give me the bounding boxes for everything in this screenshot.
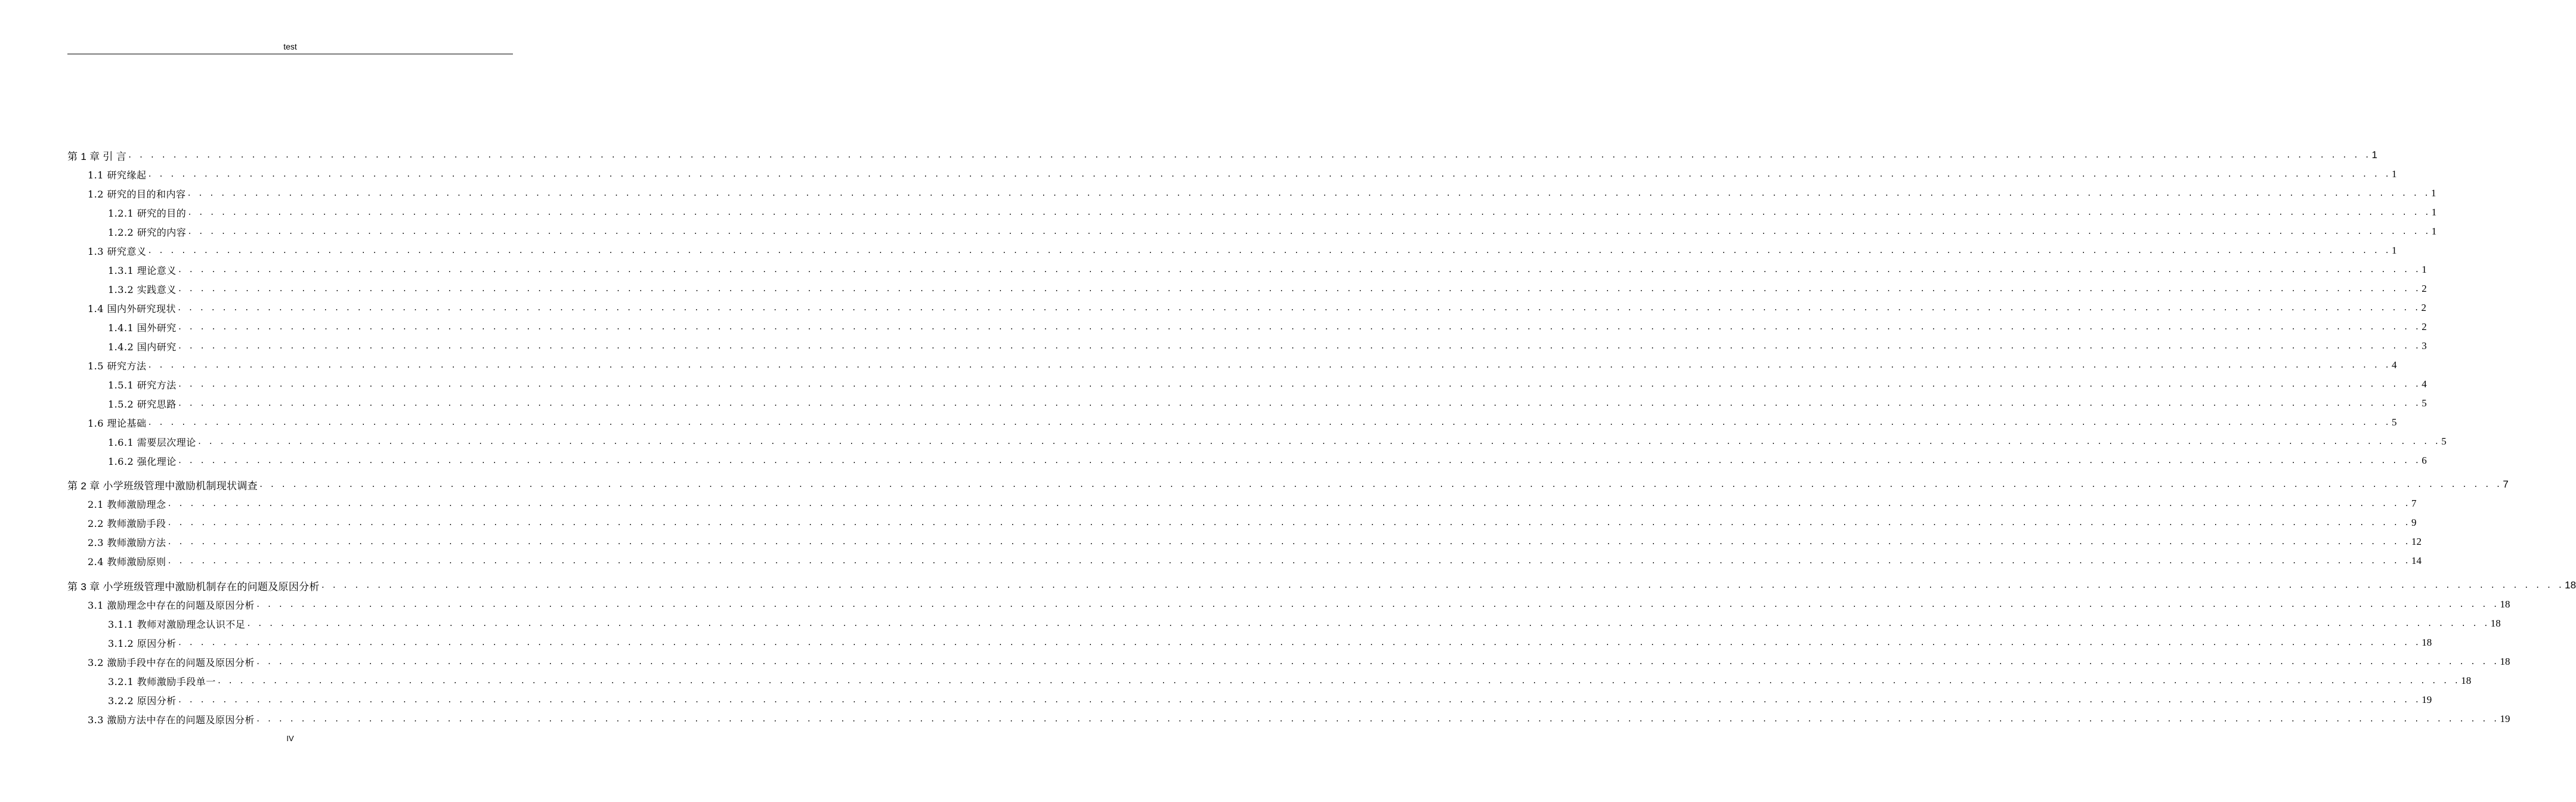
page-number: IV	[286, 734, 294, 743]
toc-entry[interactable]	[88, 513, 2417, 532]
toc-entry-title: 2.3 教师激励方法	[88, 536, 166, 548]
toc-entry-page: 19	[2500, 713, 2510, 724]
toc-entry[interactable]	[108, 394, 2427, 413]
toc-entry[interactable]	[88, 494, 2417, 513]
toc-entry-title: 3.1 激励理念中存在的问题及原因分析	[88, 599, 255, 611]
toc-entry-title: 2.1 教师激励理念	[88, 498, 166, 510]
toc-entry-page: 1	[2430, 187, 2436, 199]
toc-dot-leader: . . . . . . . . . . . . . . . . . . . . . . . . . . . . . . . . . . . . . . . . . . . . . . . . . . . . . . . . . . . . . . . . . . . . . . . . . . . . . . . . . . . . . . . . . . . . . . . . . . . . . . . . . . . . . . . . . . . . . . . . . . . . . . . . . . . . . . . . . . . . . . . . . . . . . . . . . . . . . . . . . . . . . . . . . . . . . . . . . . . . . . . . . . . . . . . . . . . . . . . .	[256, 658, 2499, 666]
toc-entry-title: 1.1 研究缘起	[88, 169, 147, 181]
toc-chapter-entry[interactable]	[67, 475, 2509, 494]
toc-entry[interactable]	[108, 260, 2427, 279]
toc-dot-leader: . . . . . . . . . . . . . . . . . . . . . . . . . . . . . . . . . . . . . . . . . . . . . . . . . . . . . . . . . . . . . . . . . . . . . . . . . . . . . . . . . . . . . . . . . . . . . . . . . . . . . . . . . . . . . . . . . . . . . . . . . . . . . . . . . . . . . . . . . . . . . . . . . . . . . . . . . . . . . . . . . . . . . . . . . . . . . . . . . . . . . . . . . . . . . . . . . . . . . . . .	[256, 715, 2499, 723]
toc-entry-title: 第 3 章 小学班级管理中激励机制存在的问题及原因分析	[67, 581, 320, 593]
toc-entry[interactable]	[88, 652, 2510, 671]
toc-entry[interactable]	[88, 241, 2397, 260]
toc-entry-page: 18	[2422, 637, 2432, 648]
toc-entry-title: 1.2 研究的目的和内容	[88, 188, 186, 200]
toc-dot-leader: . . . . . . . . . . . . . . . . . . . . . . . . . . . . . . . . . . . . . . . . . . . . . . . . . . . . . . . . . . . . . . . . . . . . . . . . . . . . . . . . . . . . . . . . . . . . . . . . . . . . . . . . . . . . . . . . . . . . . . . . . . . . . . . . . . . . . . . . . . . . . . . . . . . . . . . . . . . . . . . . . . . . . . . . . . . . . . . . . . . . . . . . . . . . . . . . . . . . . . . .	[177, 323, 2421, 331]
toc-entry-title: 2.2 教师激励手段	[88, 517, 166, 529]
toc-dot-leader: . . . . . . . . . . . . . . . . . . . . . . . . . . . . . . . . . . . . . . . . . . . . . . . . . . . . . . . . . . . . . . . . . . . . . . . . . . . . . . . . . . . . . . . . . . . . . . . . . . . . . . . . . . . . . . . . . . . . . . . . . . . . . . . . . . . . . . . . . . . . . . . . . . . . . . . . . . . . . . . . . . . . . . . . . . . . . . . . . . . . . . . . . . . . . . . . . . . . . . . .	[177, 696, 2421, 704]
toc-entry-title: 1.5.2 研究思路	[108, 398, 177, 410]
toc-entry[interactable]	[108, 222, 2437, 241]
toc-entry-page: 1	[2431, 206, 2437, 218]
toc-entry[interactable]	[88, 710, 2510, 729]
toc-entry-page: 14	[2411, 555, 2422, 566]
toc-entry-page: 1	[2422, 264, 2427, 275]
toc-entry-page: 7	[2411, 498, 2417, 509]
toc-entry-title: 1.2.1 研究的目的	[108, 207, 187, 219]
toc-entry-title: 1.4.2 国内研究	[108, 341, 177, 353]
toc-dot-leader: . . . . . . . . . . . . . . . . . . . . . . . . . . . . . . . . . . . . . . . . . . . . . . . . . . . . . . . . . . . . . . . . . . . . . . . . . . . . . . . . . . . . . . . . . . . . . . . . . . . . . . . . . . . . . . . . . . . . . . . . . . . . . . . . . . . . . . . . . . . . . . . . . . . . . . . . . . . . . . . . . . . . . . . . . . . . . . . . . . . . . . . . . . . . . . . . . . . . . . . .	[147, 170, 2391, 178]
toc-entry-page: 2	[2421, 302, 2426, 313]
toc-dot-leader: . . . . . . . . . . . . . . . . . . . . . . . . . . . . . . . . . . . . . . . . . . . . . . . . . . . . . . . . . . . . . . . . . . . . . . . . . . . . . . . . . . . . . . . . . . . . . . . . . . . . . . . . . . . . . . . . . . . . . . . . . . . . . . . . . . . . . . . . . . . . . . . . . . . . . . . . . . . . . . . . . . . . . . . . . . . . . . . . . . . . . . . . . . . . . . . . . . . . . . . .	[187, 208, 2430, 217]
toc-entry[interactable]	[108, 317, 2427, 337]
toc-entry-title: 1.2.2 研究的内容	[108, 226, 187, 238]
toc-dot-leader: . . . . . . . . . . . . . . . . . . . . . . . . . . . . . . . . . . . . . . . . . . . . . . . . . . . . . . . . . . . . . . . . . . . . . . . . . . . . . . . . . . . . . . . . . . . . . . . . . . . . . . . . . . . . . . . . . . . . . . . . . . . . . . . . . . . . . . . . . . . . . . . . . . . . . . . . . . . . . . . . . . . . . . . . . . . . . . . . . . . . . . . . . . . . . . . . . . . . . . . .	[147, 246, 2391, 255]
toc-dot-leader: . . . . . . . . . . . . . . . . . . . . . . . . . . . . . . . . . . . . . . . . . . . . . . . . . . . . . . . . . . . . . . . . . . . . . . . . . . . . . . . . . . . . . . . . . . . . . . . . . . . . . . . . . . . . . . . . . . . . . . . . . . . . . . . . . . . . . . . . . . . . . . . . . . . . . . . . . . . . . . . . . . . . . . . . . . . . . . . . . . . . . . . . . . . . . . . . . . . . . . . .	[177, 399, 2421, 408]
toc-entry-page: 12	[2411, 536, 2422, 547]
toc-dot-leader: . . . . . . . . . . . . . . . . . . . . . . . . . . . . . . . . . . . . . . . . . . . . . . . . . . . . . . . . . . . . . . . . . . . . . . . . . . . . . . . . . . . . . . . . . . . . . . . . . . . . . . . . . . . . . . . . . . . . . . . . . . . . . . . . . . . . . . . . . . . . . . . . . . . . . . . . . . . . . . . . . . . . . . . . . . . . . . . . . . . . . . . . . . . . . . . . . . . . . . . .	[147, 361, 2391, 369]
toc-dot-leader: . . . . . . . . . . . . . . . . . . . . . . . . . . . . . . . . . . . . . . . . . . . . . . . . . . . . . . . . . . . . . . . . . . . . . . . . . . . . . . . . . . . . . . . . . . . . . . . . . . . . . . . . . . . . . . . . . . . . . . . . . . . . . . . . . . . . . . . . . . . . . . . . . . . . . . . . . . . . . . . . . . . . . . . . . . . . . . . . . . . . . . . . . . . . . . . . . . . . . . . .	[256, 600, 2499, 609]
toc-entry-page: 5	[2391, 417, 2397, 428]
toc-entry[interactable]	[108, 690, 2432, 710]
toc-dot-leader: . . . . . . . . . . . . . . . . . . . . . . . . . . . . . . . . . . . . . . . . . . . . . . . . . . . . . . . . . . . . . . . . . . . . . . . . . . . . . . . . . . . . . . . . . . . . . . . . . . . . . . . . . . . . . . . . . . . . . . . . . . . . . . . . . . . . . . . . . . . . . . . . . . . . . . . . . . . . . . . . . . . . . . . . . . . . . . . . . . . . . . . . . . . . . . . . . . . . . . . .	[167, 557, 2410, 565]
page-header: test	[283, 42, 297, 51]
toc-entry-title: 2.4 教师激励原则	[88, 556, 166, 567]
toc-entry-title: 1.3 研究意义	[88, 245, 147, 257]
toc-entry-title: 第 2 章 小学班级管理中激励机制现状调查	[67, 480, 258, 492]
toc-entry[interactable]	[108, 432, 2447, 451]
toc-dot-leader: . . . . . . . . . . . . . . . . . . . . . . . . . . . . . . . . . . . . . . . . . . . . . . . . . . . . . . . . . . . . . . . . . . . . . . . . . . . . . . . . . . . . . . . . . . . . . . . . . . . . . . . . . . . . . . . . . . . . . . . . . . . . . . . . . . . . . . . . . . . . . . . . . . . . . . . . . . . . . . . . . . . . . . . . . . . . . . . . . . . . . . . . . . . . . . . . . . . . . . . .	[177, 304, 2420, 312]
toc-dot-leader: . . . . . . . . . . . . . . . . . . . . . . . . . . . . . . . . . . . . . . . . . . . . . . . . . . . . . . . . . . . . . . . . . . . . . . . . . . . . . . . . . . . . . . . . . . . . . . . . . . . . . . . . . . . . . . . . . . . . . . . . . . . . . . . . . . . . . . . . . . . . . . . . . . . . . . . . . . . . . . . . . . . . . . . . . . . . . . . . . . . . . . . . . . . . . . . . . . . . . . . .	[187, 227, 2430, 236]
toc-dot-leader: . . . . . . . . . . . . . . . . . . . . . . . . . . . . . . . . . . . . . . . . . . . . . . . . . . . . . . . . . . . . . . . . . . . . . . . . . . . . . . . . . . . . . . . . . . . . . . . . . . . . . . . . . . . . . . . . . . . . . . . . . . . . . . . . . . . . . . . . . . . . . . . . . . . . . . . . . . . . . . . . . . . . . . . . . . . . . . . . . . . . . . . . . . . . . . . . . . . . . . . .	[177, 380, 2421, 388]
toc-entry-page: 2	[2422, 283, 2427, 294]
toc-entry[interactable]	[88, 532, 2422, 551]
toc-entry-page: 18	[2565, 579, 2576, 591]
toc-entry-page: 18	[2461, 675, 2472, 686]
toc-entry-title: 1.6.1 需要层次理论	[108, 436, 196, 448]
toc-chapter-entry[interactable]	[67, 576, 2576, 595]
toc-entry-page: 9	[2411, 517, 2417, 528]
toc-dot-leader: . . . . . . . . . . . . . . . . . . . . . . . . . . . . . . . . . . . . . . . . . . . . . . . . . . . . . . . . . . . . . . . . . . . . . . . . . . . . . . . . . . . . . . . . . . . . . . . . . . . . . . . . . . . . . . . . . . . . . . . . . . . . . . . . . . . . . . . . . . . . . . . . . . . . . . . . . . . . . . . . . . . . . . . . . . . . . . . . . . . . . . . . . . . . . . . . . . . . . . . .	[246, 619, 2490, 628]
toc-entry-title: 3.2 激励手段中存在的问题及原因分析	[88, 656, 255, 668]
toc-dot-leader: . . . . . . . . . . . . . . . . . . . . . . . . . . . . . . . . . . . . . . . . . . . . . . . . . . . . . . . . . . . . . . . . . . . . . . . . . . . . . . . . . . . . . . . . . . . . . . . . . . . . . . . . . . . . . . . . . . . . . . . . . . . . . . . . . . . . . . . . . . . . . . . . . . . . . . . . . . . . . . . . . . . . . . . . . . . . . . . . . . . . . . . . . . . . . . . . . . . . . . . .	[187, 189, 2430, 198]
toc-entry-title: 3.3 激励方法中存在的问题及原因分析	[88, 714, 255, 726]
toc-entry-page: 2	[2422, 321, 2427, 332]
toc-entry[interactable]	[88, 356, 2397, 375]
toc-entry-title: 1.5 研究方法	[88, 360, 147, 372]
toc-entry-title: 3.1.2 原因分析	[108, 637, 177, 649]
toc-dot-leader: . . . . . . . . . . . . . . . . . . . . . . . . . . . . . . . . . . . . . . . . . . . . . . . . . . . . . . . . . . . . . . . . . . . . . . . . . . . . . . . . . . . . . . . . . . . . . . . . . . . . . . . . . . . . . . . . . . . . . . . . . . . . . . . . . . . . . . . . . . . . . . . . . . . . . . . . . . . . . . . . . . . . . . . . . . . . . . . . . . . . . . . . . . . . . . . . . . . . . . . .	[177, 266, 2421, 274]
toc-entry-title: 3.2.2 原因分析	[108, 695, 177, 707]
toc-dot-leader: . . . . . . . . . . . . . . . . . . . . . . . . . . . . . . . . . . . . . . . . . . . . . . . . . . . . . . . . . . . . . . . . . . . . . . . . . . . . . . . . . . . . . . . . . . . . . . . . . . . . . . . . . . . . . . . . . . . . . . . . . . . . . . . . . . . . . . . . . . . . . . . . . . . . . . . . . . . . . . . . . . . . . . . . . . . . . . . . . . . . . . . . . . . . . . . . . . . . . . . .	[197, 437, 2441, 446]
toc-dot-leader: . . . . . . . . . . . . . . . . . . . . . . . . . . . . . . . . . . . . . . . . . . . . . . . . . . . . . . . . . . . . . . . . . . . . . . . . . . . . . . . . . . . . . . . . . . . . . . . . . . . . . . . . . . . . . . . . . . . . . . . . . . . . . . . . . . . . . . . . . . . . . . . . . . . . . . . . . . . . . . . . . . . . . . . . . . . . . . . . . . . . . . . . . . . . . . . . . . . . . . . .	[147, 418, 2391, 427]
toc-entry-page: 1	[2391, 168, 2397, 180]
toc-entry-title: 1.4 国内外研究现状	[88, 303, 177, 314]
toc-dot-leader: . . . . . . . . . . . . . . . . . . . . . . . . . . . . . . . . . . . . . . . . . . . . . . . . . . . . . . . . . . . . . . . . . . . . . . . . . . . . . . . . . . . . . . . . . . . . . . . . . . . . . . . . . . . . . . . . . . . . . . . . . . . . . . . . . . . . . . . . . . . . . . . . . . . . . . . . . . . . . . . . . . . . . . . . . . . . . . . . . . . . . . . . . . . . . . . . . . . . . . . .	[167, 538, 2410, 546]
toc-entry-page: 7	[2503, 479, 2509, 490]
toc-entry-page: 19	[2422, 694, 2432, 705]
toc-dot-leader: . . . . . . . . . . . . . . . . . . . . . . . . . . . . . . . . . . . . . . . . . . . . . . . . . . . . . . . . . . . . . . . . . . . . . . . . . . . . . . . . . . . . . . . . . . . . . . . . . . . . . . . . . . . . . . . . . . . . . . . . . . . . . . . . . . . . . . . . . . . . . . . . . . . . . . . . . . . . . . . . . . . . . . . . . . . . . . . . . . . . . . . . . . . . . . . . . . . . . . . .	[177, 638, 2421, 647]
toc-entry[interactable]	[88, 184, 2436, 203]
toc-dot-leader: . . . . . . . . . . . . . . . . . . . . . . . . . . . . . . . . . . . . . . . . . . . . . . . . . . . . . . . . . . . . . . . . . . . . . . . . . . . . . . . . . . . . . . . . . . . . . . . . . . . . . . . . . . . . . . . . . . . . . . . . . . . . . . . . . . . . . . . . . . . . . . . . . . . . . . . . . . . . . . . . . . . . . . . . . . . . . . . . . . . . . . . . . . . . . . . . . . . . . . . .	[177, 285, 2421, 293]
toc-entry-title: 1.4.1 国外研究	[108, 322, 177, 334]
toc-dot-leader: . . . . . . . . . . . . . . . . . . . . . . . . . . . . . . . . . . . . . . . . . . . . . . . . . . . . . . . . . . . . . . . . . . . . . . . . . . . . . . . . . . . . . . . . . . . . . . . . . . . . . . . . . . . . . . . . . . . . . . . . . . . . . . . . . . . . . . . . . . . . . . . . . . . . . . . . . . . . . . . . . . . . . . . . . . . . . . . . . . . . . . . . . . . . . . . . . . . . . . . .	[320, 581, 2564, 590]
toc-entry-title: 1.6 理论基础	[88, 417, 147, 429]
toc-chapter-entry[interactable]	[67, 146, 2377, 165]
toc-entry[interactable]	[108, 671, 2472, 690]
toc-entry-page: 1	[2391, 245, 2397, 256]
toc-entry[interactable]	[88, 413, 2397, 432]
toc-entry-page: 1	[2371, 149, 2377, 161]
toc-entry-page: 1	[2431, 226, 2437, 237]
toc-entry[interactable]	[108, 633, 2432, 652]
toc-entry[interactable]	[108, 614, 2501, 633]
toc-dot-leader: . . . . . . . . . . . . . . . . . . . . . . . . . . . . . . . . . . . . . . . . . . . . . . . . . . . . . . . . . . . . . . . . . . . . . . . . . . . . . . . . . . . . . . . . . . . . . . . . . . . . . . . . . . . . . . . . . . . . . . . . . . . . . . . . . . . . . . . . . . . . . . . . . . . . . . . . . . . . . . . . . . . . . . . . . . . . . . . . . . . . . . . . . . . . . . . . . . . . . . . .	[167, 499, 2410, 508]
toc-entry-page: 4	[2391, 359, 2397, 371]
toc-dot-leader: . . . . . . . . . . . . . . . . . . . . . . . . . . . . . . . . . . . . . . . . . . . . . . . . . . . . . . . . . . . . . . . . . . . . . . . . . . . . . . . . . . . . . . . . . . . . . . . . . . . . . . . . . . . . . . . . . . . . . . . . . . . . . . . . . . . . . . . . . . . . . . . . . . . . . . . . . . . . . . . . . . . . . . . . . . . . . . . . . . . . . . . . . . . . . . . . . . . . . . . .	[167, 519, 2410, 527]
toc-dot-leader: . . . . . . . . . . . . . . . . . . . . . . . . . . . . . . . . . . . . . . . . . . . . . . . . . . . . . . . . . . . . . . . . . . . . . . . . . . . . . . . . . . . . . . . . . . . . . . . . . . . . . . . . . . . . . . . . . . . . . . . . . . . . . . . . . . . . . . . . . . . . . . . . . . . . . . . . . . . . . . . . . . . . . . . . . . . . . . . . . . . . . . . . . . . . . . . . . . . . . . . .	[258, 480, 2502, 489]
toc-entry[interactable]	[88, 298, 2426, 317]
toc-entry-title: 1.3.2 实践意义	[108, 283, 177, 295]
toc-entry-title: 3.1.1 教师对激励理念认识不足	[108, 618, 246, 630]
toc-entry[interactable]	[108, 375, 2427, 394]
toc-entry-page: 18	[2500, 656, 2510, 667]
toc-dot-leader: . . . . . . . . . . . . . . . . . . . . . . . . . . . . . . . . . . . . . . . . . . . . . . . . . . . . . . . . . . . . . . . . . . . . . . . . . . . . . . . . . . . . . . . . . . . . . . . . . . . . . . . . . . . . . . . . . . . . . . . . . . . . . . . . . . . . . . . . . . . . . . . . . . . . . . . . . . . . . . . . . . . . . . . . . . . . . . . . . . . . . . . . . . . . . . . . . . . . . . . .	[177, 342, 2421, 350]
toc-entry-title: 3.2.1 教师激励手段单一	[108, 675, 216, 687]
toc-entry-title: 1.5.1 研究方法	[108, 379, 177, 391]
toc-entry-page: 4	[2422, 378, 2427, 390]
toc-entry-title: 第 1 章 引 言	[67, 150, 127, 162]
toc-entry[interactable]	[108, 279, 2427, 298]
toc-entry[interactable]	[108, 203, 2437, 222]
toc-entry[interactable]	[88, 165, 2397, 184]
toc-dot-leader: . . . . . . . . . . . . . . . . . . . . . . . . . . . . . . . . . . . . . . . . . . . . . . . . . . . . . . . . . . . . . . . . . . . . . . . . . . . . . . . . . . . . . . . . . . . . . . . . . . . . . . . . . . . . . . . . . . . . . . . . . . . . . . . . . . . . . . . . . . . . . . . . . . . . . . . . . . . . . . . . . . . . . . . . . . . . . . . . . . . . . . . . . . . . . . . . . . . . . . . .	[128, 151, 2371, 159]
toc-entry-page: 18	[2500, 599, 2510, 610]
toc-entry-title: 1.6.2 强化理论	[108, 455, 177, 467]
toc-dot-leader: . . . . . . . . . . . . . . . . . . . . . . . . . . . . . . . . . . . . . . . . . . . . . . . . . . . . . . . . . . . . . . . . . . . . . . . . . . . . . . . . . . . . . . . . . . . . . . . . . . . . . . . . . . . . . . . . . . . . . . . . . . . . . . . . . . . . . . . . . . . . . . . . . . . . . . . . . . . . . . . . . . . . . . . . . . . . . . . . . . . . . . . . . . . . . . . . . . . . . . . .	[217, 677, 2460, 685]
toc-dot-leader: . . . . . . . . . . . . . . . . . . . . . . . . . . . . . . . . . . . . . . . . . . . . . . . . . . . . . . . . . . . . . . . . . . . . . . . . . . . . . . . . . . . . . . . . . . . . . . . . . . . . . . . . . . . . . . . . . . . . . . . . . . . . . . . . . . . . . . . . . . . . . . . . . . . . . . . . . . . . . . . . . . . . . . . . . . . . . . . . . . . . . . . . . . . . . . . . . . . . . . . .	[177, 456, 2421, 465]
toc-entry-page: 6	[2422, 455, 2427, 466]
toc-entry-page: 18	[2490, 618, 2501, 629]
toc-entry-page: 5	[2441, 436, 2447, 447]
toc-entry-page: 5	[2422, 397, 2427, 409]
toc-entry-page: 3	[2422, 340, 2427, 351]
toc-entry[interactable]	[88, 551, 2422, 570]
toc-entry[interactable]	[108, 337, 2427, 356]
toc-entry[interactable]	[88, 595, 2510, 614]
toc-entry[interactable]	[108, 451, 2427, 470]
toc-entry-title: 1.3.1 理论意义	[108, 264, 177, 276]
